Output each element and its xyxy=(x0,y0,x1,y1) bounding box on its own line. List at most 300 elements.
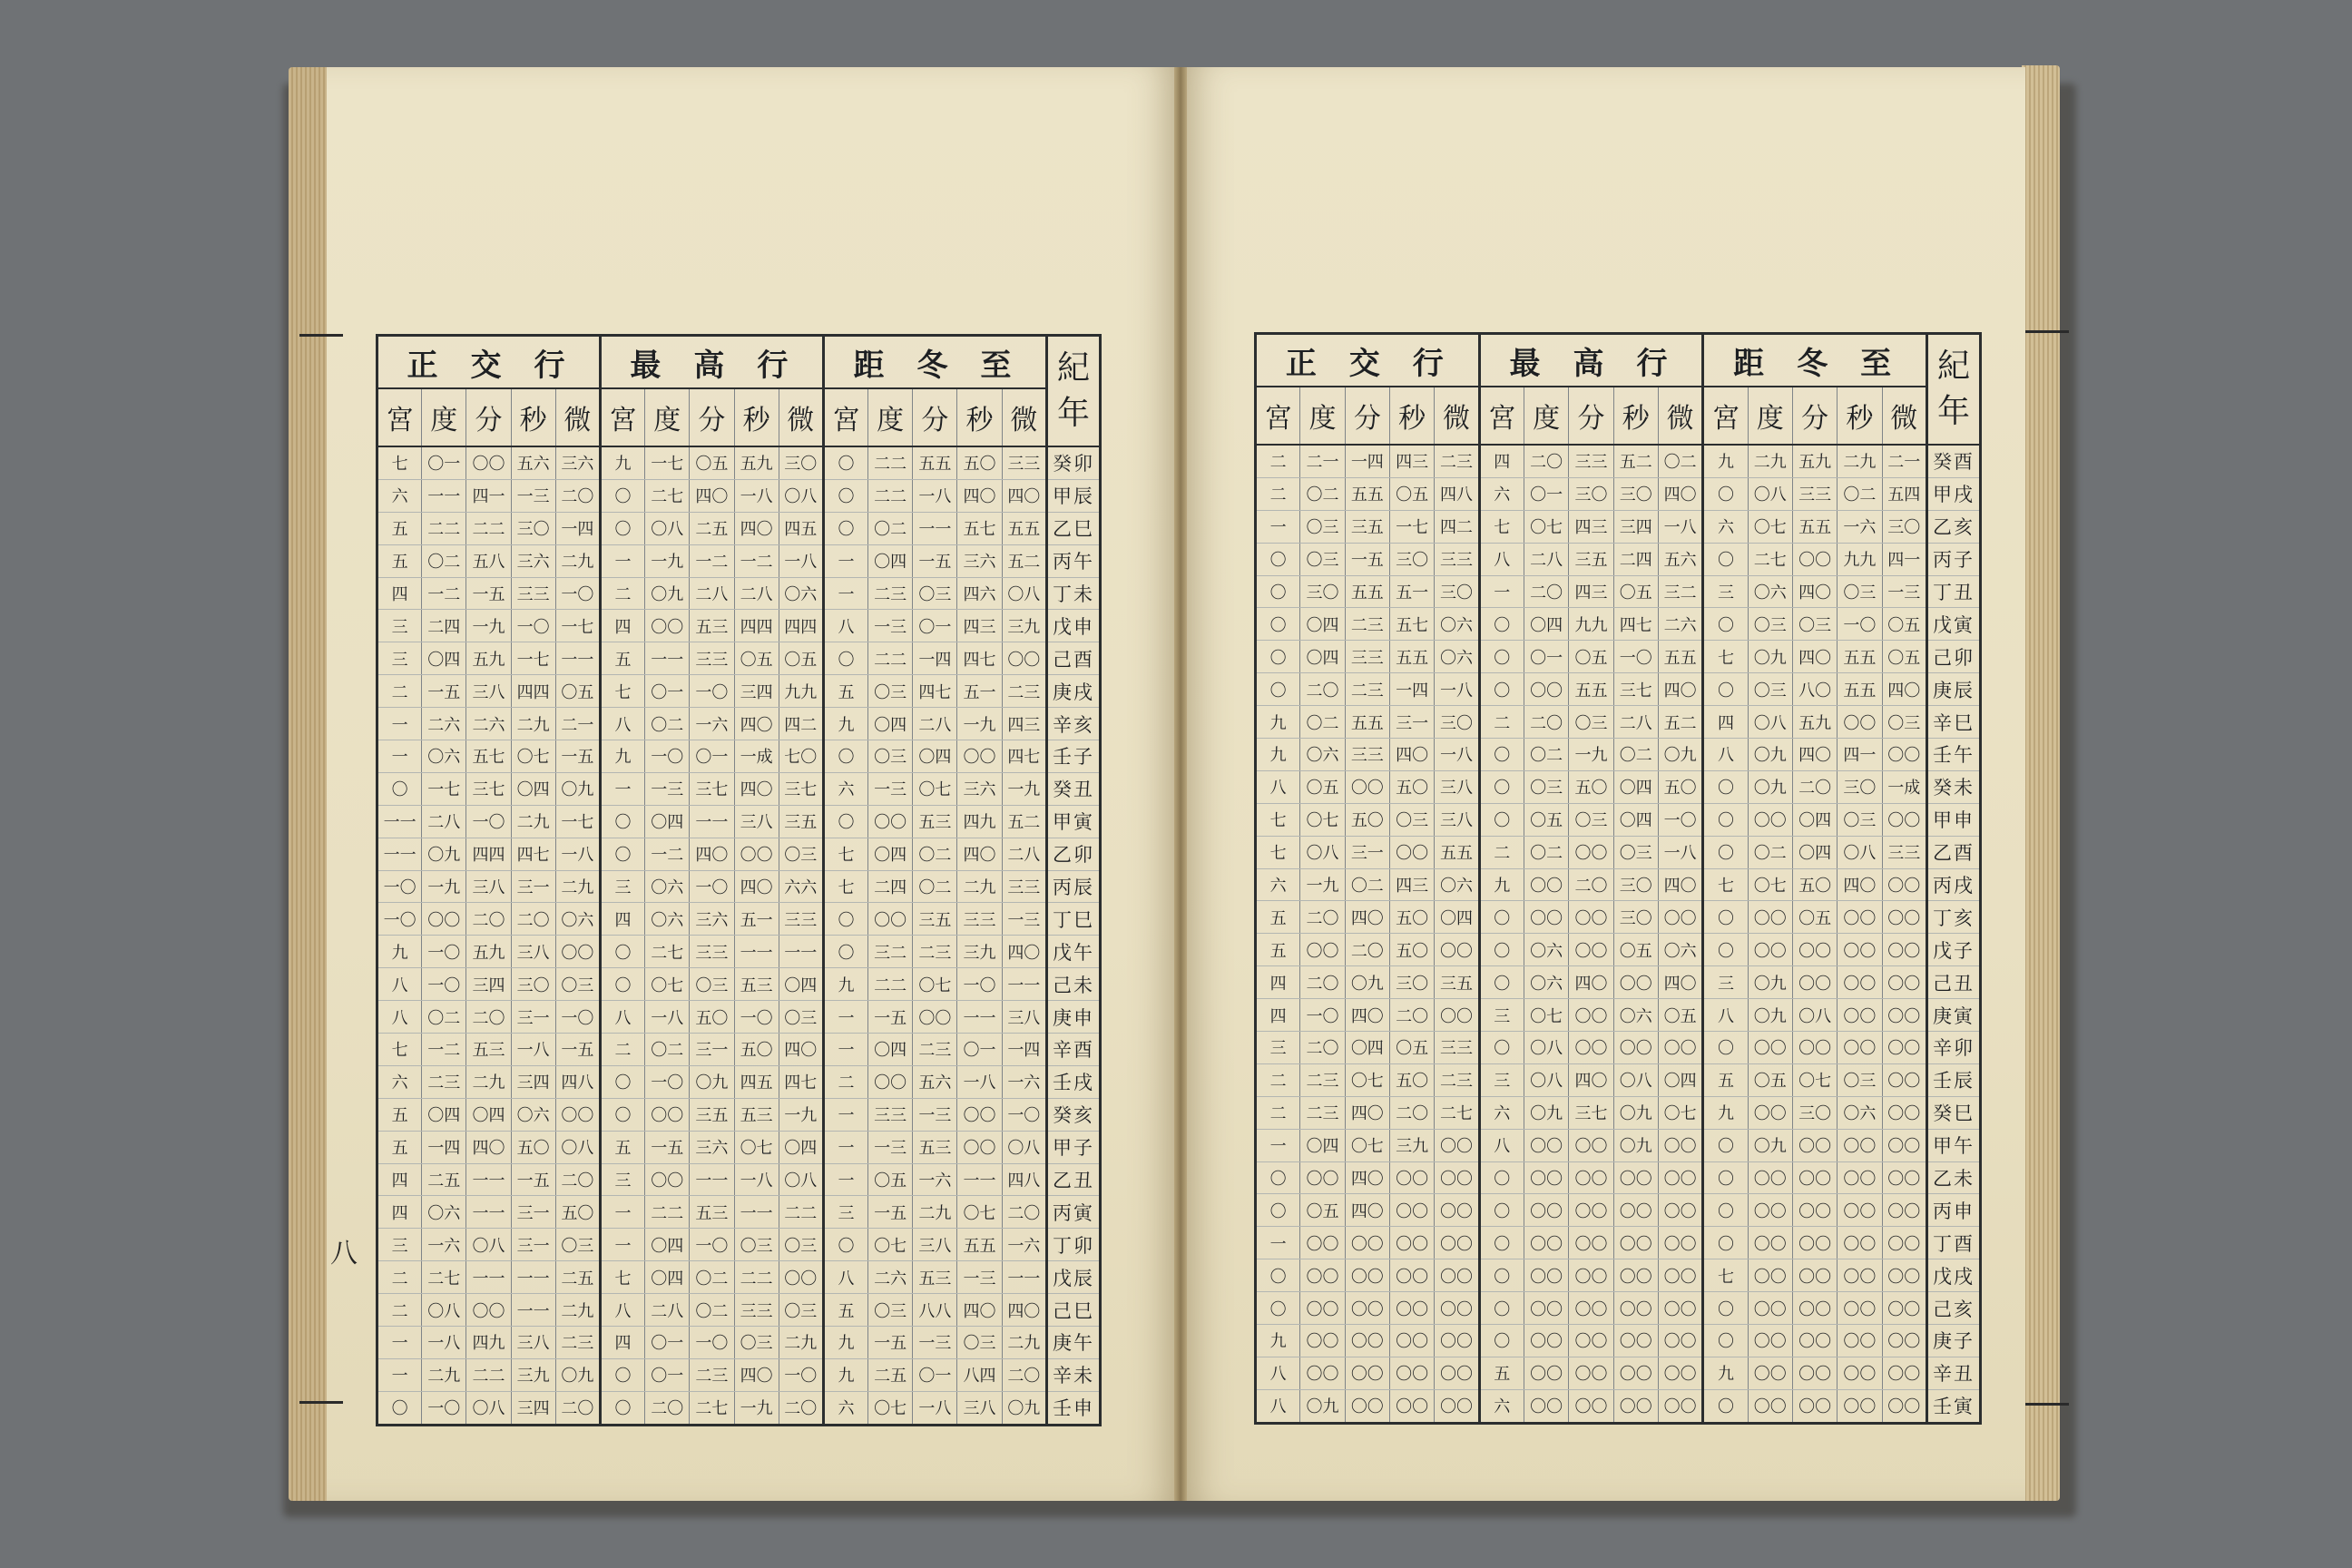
value-cell: 〇〇 xyxy=(1882,1389,1926,1423)
value-cell: 〇 xyxy=(1479,1325,1524,1357)
table-row xyxy=(1256,1032,1981,1064)
value-cell: 一七 xyxy=(555,610,600,642)
value-cell: 九 xyxy=(377,936,422,968)
value-cell: 二六 xyxy=(1658,608,1702,641)
value-cell: 〇二 xyxy=(1345,868,1389,901)
value-cell: 〇〇 xyxy=(1792,966,1837,999)
table-row xyxy=(377,1294,1101,1327)
value-cell: 〇二 xyxy=(1838,477,1882,510)
value-cell: 四八 xyxy=(1435,477,1479,510)
value-cell: 二 xyxy=(1256,477,1300,510)
table-row xyxy=(1256,706,1981,739)
value-cell: 〇 xyxy=(1703,1032,1748,1064)
unit-header: 分 xyxy=(466,388,511,446)
value-cell: 〇二 xyxy=(1748,836,1792,868)
year-cell: 壬申 xyxy=(1047,1391,1101,1425)
value-cell: 四 xyxy=(600,610,644,642)
value-cell: 一八 xyxy=(511,1034,555,1066)
value-cell: 〇〇 xyxy=(1389,1357,1434,1389)
year-cell: 乙巳 xyxy=(1047,512,1101,544)
value-cell: 四〇 xyxy=(1658,868,1702,901)
value-cell: 三一 xyxy=(511,1001,555,1034)
value-cell: 〇〇 xyxy=(1882,1129,1926,1161)
table-row xyxy=(1256,673,1981,706)
value-cell: 四七 xyxy=(779,1065,823,1098)
value-cell: 〇三 xyxy=(1838,575,1882,608)
value-cell: 〇八 xyxy=(1524,1063,1568,1096)
value-cell: 一 xyxy=(600,772,644,805)
value-cell: 〇〇 xyxy=(555,1098,600,1131)
value-cell: 一三 xyxy=(1002,903,1046,936)
unit-header: 分 xyxy=(690,388,734,446)
value-cell: 一 xyxy=(823,544,867,577)
value-cell: 〇七 xyxy=(913,772,957,805)
value-cell: 〇三 xyxy=(913,577,957,610)
value-cell: 〇〇 xyxy=(1300,1227,1345,1259)
value-cell: 〇三 xyxy=(779,1001,823,1034)
year-cell: 壬辰 xyxy=(1927,1063,1981,1096)
value-cell: 五三 xyxy=(734,968,779,1001)
value-cell: 五七 xyxy=(466,740,511,773)
value-cell: 〇 xyxy=(823,805,867,838)
value-cell: 一八 xyxy=(913,479,957,512)
value-cell: 三六 xyxy=(690,1131,734,1163)
value-cell: 〇八 xyxy=(1748,477,1792,510)
value-cell: 五 xyxy=(1256,901,1300,934)
value-cell: 〇〇 xyxy=(1524,1259,1568,1292)
value-cell: 四〇 xyxy=(1345,1194,1389,1227)
table-row xyxy=(1256,608,1981,641)
value-cell: 〇〇 xyxy=(1748,1292,1792,1325)
value-cell: 九 xyxy=(1256,1325,1300,1357)
value-cell: 〇七 xyxy=(511,740,555,773)
value-cell: 三三 xyxy=(690,936,734,968)
value-cell: 〇二 xyxy=(1300,477,1345,510)
value-cell: 二〇 xyxy=(1002,1196,1046,1229)
value-cell: 〇〇 xyxy=(868,805,913,838)
value-cell: 一八 xyxy=(1435,673,1479,706)
year-cell: 辛亥 xyxy=(1047,708,1101,740)
value-cell: 〇六 xyxy=(422,1196,466,1229)
value-cell: 〇七 xyxy=(734,1131,779,1163)
value-cell: 五 xyxy=(600,642,644,675)
value-cell: 〇四 xyxy=(1300,641,1345,673)
value-cell: 〇四 xyxy=(868,838,913,870)
table-row xyxy=(377,1131,1101,1163)
value-cell: 〇〇 xyxy=(1300,1259,1345,1292)
value-cell: 三四 xyxy=(511,1065,555,1098)
right-ephemeris-table xyxy=(1254,332,1982,1425)
value-cell: 三三 xyxy=(511,577,555,610)
value-cell: 〇八 xyxy=(1002,577,1046,610)
table-row xyxy=(1256,1259,1981,1292)
value-cell: 〇四 xyxy=(1300,1129,1345,1161)
value-cell: 三 xyxy=(1479,999,1524,1032)
table-row xyxy=(1256,510,1981,543)
value-cell: 一 xyxy=(823,1098,867,1131)
value-cell: 四〇 xyxy=(734,772,779,805)
value-cell: 二八 xyxy=(690,577,734,610)
value-cell: 四 xyxy=(1256,999,1300,1032)
value-cell: 一六 xyxy=(690,708,734,740)
table-row xyxy=(377,1391,1101,1425)
value-cell: 三七 xyxy=(779,772,823,805)
value-cell: 〇六 xyxy=(1300,739,1345,771)
value-cell: 三四 xyxy=(466,968,511,1001)
value-cell: 〇 xyxy=(1703,477,1748,510)
value-cell: 〇五 xyxy=(1613,934,1658,966)
value-cell: 〇〇 xyxy=(1838,901,1882,934)
value-cell: 一七 xyxy=(645,446,690,479)
value-cell: 一〇 xyxy=(555,1001,600,1034)
value-cell: 四五 xyxy=(734,1065,779,1098)
value-cell: 四七 xyxy=(511,838,555,870)
table-row xyxy=(1256,739,1981,771)
value-cell: 六 xyxy=(1256,868,1300,901)
value-cell: 〇三 xyxy=(1569,706,1613,739)
value-cell: 四一 xyxy=(466,479,511,512)
value-cell: 五〇 xyxy=(690,1001,734,1034)
value-cell: 〇三 xyxy=(555,968,600,1001)
value-cell: 四 xyxy=(377,1196,422,1229)
value-cell: 〇五 xyxy=(690,446,734,479)
year-cell: 辛巳 xyxy=(1927,706,1981,739)
value-cell: 四二 xyxy=(779,708,823,740)
value-cell: 四〇 xyxy=(1658,477,1702,510)
value-cell: 五九 xyxy=(466,936,511,968)
value-cell: 〇六 xyxy=(645,870,690,903)
value-cell: 〇〇 xyxy=(1658,1259,1702,1292)
value-cell: 〇六 xyxy=(1524,934,1568,966)
value-cell: 四〇 xyxy=(1792,641,1837,673)
value-cell: 〇一 xyxy=(645,1327,690,1359)
value-cell: 〇 xyxy=(1256,641,1300,673)
value-cell: 六 xyxy=(823,772,867,805)
value-cell: 〇〇 xyxy=(1792,1194,1837,1227)
value-cell: 〇九 xyxy=(1345,966,1389,999)
value-cell: 〇八 xyxy=(466,1391,511,1425)
value-cell: 〇 xyxy=(1479,803,1524,836)
value-cell: 〇〇 xyxy=(1435,1161,1479,1194)
value-cell: 一 xyxy=(600,544,644,577)
value-cell: 一二 xyxy=(734,544,779,577)
value-cell: 〇五 xyxy=(555,675,600,708)
value-cell: 〇五 xyxy=(1882,608,1926,641)
year-cell: 辛酉 xyxy=(1047,1034,1101,1066)
year-cell: 壬戌 xyxy=(1047,1065,1101,1098)
value-cell: 二九 xyxy=(555,1294,600,1327)
value-cell: 一三 xyxy=(511,479,555,512)
value-cell: 九 xyxy=(823,1327,867,1359)
year-cell: 甲申 xyxy=(1927,803,1981,836)
value-cell: 四三 xyxy=(957,610,1002,642)
value-cell: 〇〇 xyxy=(1345,1389,1389,1423)
value-cell: 六 xyxy=(823,1391,867,1425)
value-cell: 一八 xyxy=(779,544,823,577)
value-cell: 九九 xyxy=(1838,543,1882,575)
value-cell: 二 xyxy=(1256,445,1300,477)
value-cell: 五 xyxy=(1703,1063,1748,1096)
value-cell: 一二 xyxy=(422,577,466,610)
value-cell: 二八 xyxy=(1613,706,1658,739)
column-group-title: 正交行 xyxy=(1256,334,1480,387)
value-cell: 〇八 xyxy=(1792,999,1837,1032)
value-cell: 二〇 xyxy=(511,903,555,936)
value-cell: 〇〇 xyxy=(1658,1032,1702,1064)
value-cell: 〇 xyxy=(600,1358,644,1391)
value-cell: 一九 xyxy=(1002,772,1046,805)
value-cell: 二九 xyxy=(511,805,555,838)
year-cell: 戊辰 xyxy=(1047,1261,1101,1294)
value-cell: 二三 xyxy=(1345,673,1389,706)
value-cell: 五 xyxy=(1479,1357,1524,1389)
value-cell: 〇〇 xyxy=(1792,1259,1837,1292)
value-cell: 五六 xyxy=(1658,543,1702,575)
value-cell: 三〇 xyxy=(1569,477,1613,510)
value-cell: 三一 xyxy=(511,1229,555,1261)
value-cell: 〇七 xyxy=(1345,1063,1389,1096)
table-row xyxy=(377,708,1101,740)
value-cell: 〇一 xyxy=(422,446,466,479)
value-cell: 一四 xyxy=(1389,673,1434,706)
value-cell: 一〇 xyxy=(422,968,466,1001)
value-cell: 〇三 xyxy=(1748,673,1792,706)
value-cell: 三 xyxy=(377,642,422,675)
value-cell: 〇〇 xyxy=(1569,999,1613,1032)
value-cell: 〇 xyxy=(1703,1194,1748,1227)
value-cell: 〇三 xyxy=(1838,1063,1882,1096)
table-row xyxy=(377,1034,1101,1066)
value-cell: 〇九 xyxy=(645,577,690,610)
value-cell: 〇〇 xyxy=(1838,1292,1882,1325)
value-cell: 一〇 xyxy=(555,577,600,610)
table-row xyxy=(1256,1096,1981,1129)
value-cell: 二八 xyxy=(1524,543,1568,575)
value-cell: 〇四 xyxy=(1435,901,1479,934)
value-cell: 一 xyxy=(1256,1129,1300,1161)
value-cell: 四三 xyxy=(1389,868,1434,901)
value-cell: 〇〇 xyxy=(1658,1389,1702,1423)
value-cell: 三七 xyxy=(466,772,511,805)
value-cell: 三三 xyxy=(734,1294,779,1327)
value-cell: 四 xyxy=(377,577,422,610)
value-cell: 一一 xyxy=(957,1163,1002,1196)
value-cell: 三〇 xyxy=(1389,543,1434,575)
value-cell: 〇〇 xyxy=(1882,1259,1926,1292)
value-cell: 二七 xyxy=(690,1391,734,1425)
value-cell: 〇六 xyxy=(645,903,690,936)
value-cell: 〇〇 xyxy=(1613,1227,1658,1259)
value-cell: 〇〇 xyxy=(1300,1325,1345,1357)
value-cell: 〇〇 xyxy=(1838,1194,1882,1227)
value-cell: 〇〇 xyxy=(1345,1357,1389,1389)
value-cell: 九 xyxy=(1479,868,1524,901)
value-cell: 四五 xyxy=(779,512,823,544)
value-cell: 〇三 xyxy=(1524,770,1568,803)
value-cell: 五五 xyxy=(1838,673,1882,706)
value-cell: 一六 xyxy=(913,1163,957,1196)
value-cell: 三 xyxy=(600,870,644,903)
year-cell: 癸巳 xyxy=(1927,1096,1981,1129)
value-cell: 〇〇 xyxy=(1435,1259,1479,1292)
value-cell: 三九 xyxy=(1389,1129,1434,1161)
table-row xyxy=(377,610,1101,642)
value-cell: 〇〇 xyxy=(1300,934,1345,966)
value-cell: 〇〇 xyxy=(1748,934,1792,966)
table-row xyxy=(377,903,1101,936)
value-cell: 一六 xyxy=(1002,1065,1046,1098)
value-cell: 〇三 xyxy=(1300,543,1345,575)
value-cell: 〇〇 xyxy=(1658,1194,1702,1227)
value-cell: 〇〇 xyxy=(1658,1357,1702,1389)
table-row xyxy=(377,870,1101,903)
value-cell: 一三 xyxy=(913,1327,957,1359)
value-cell: 一五 xyxy=(868,1196,913,1229)
value-cell: 〇〇 xyxy=(1569,901,1613,934)
value-cell: 〇〇 xyxy=(1792,1292,1837,1325)
value-cell: 〇〇 xyxy=(913,1001,957,1034)
year-cell: 庚寅 xyxy=(1927,999,1981,1032)
value-cell: 五〇 xyxy=(1792,868,1837,901)
value-cell: 一五 xyxy=(555,1034,600,1066)
value-cell: 〇 xyxy=(823,479,867,512)
value-cell: 二五 xyxy=(690,512,734,544)
value-cell: 三八 xyxy=(511,936,555,968)
value-cell: 四〇 xyxy=(734,708,779,740)
binding-thread-top-right xyxy=(2025,330,2069,333)
value-cell: 〇〇 xyxy=(957,740,1002,773)
value-cell: 〇 xyxy=(1703,901,1748,934)
value-cell: 〇四 xyxy=(868,708,913,740)
value-cell: 二八 xyxy=(913,708,957,740)
value-cell: 〇 xyxy=(377,772,422,805)
value-cell: 八 xyxy=(1256,1357,1300,1389)
value-cell: 三九 xyxy=(1002,610,1046,642)
value-cell: 三五 xyxy=(779,805,823,838)
value-cell: 一三 xyxy=(868,610,913,642)
value-cell: 〇 xyxy=(823,512,867,544)
value-cell: 〇二 xyxy=(422,1001,466,1034)
value-cell: 一四 xyxy=(1002,1034,1046,1066)
value-cell: 〇 xyxy=(1703,1325,1748,1357)
value-cell: 〇〇 xyxy=(1613,1161,1658,1194)
value-cell: 〇〇 xyxy=(1838,1357,1882,1389)
value-cell: 〇五 xyxy=(1882,641,1926,673)
table-row xyxy=(1256,543,1981,575)
value-cell: 三八 xyxy=(957,1391,1002,1425)
value-cell: 〇九 xyxy=(690,1065,734,1098)
value-cell: 一〇 xyxy=(957,968,1002,1001)
table-row xyxy=(377,968,1101,1001)
value-cell: 四〇 xyxy=(1345,999,1389,1032)
value-cell: 三四 xyxy=(1613,510,1658,543)
value-cell: 五一 xyxy=(734,903,779,936)
value-cell: 七 xyxy=(1256,803,1300,836)
value-cell: 一八 xyxy=(645,1001,690,1034)
value-cell: 一〇 xyxy=(1613,641,1658,673)
value-cell: 〇三 xyxy=(779,1294,823,1327)
value-cell: 二六 xyxy=(466,708,511,740)
value-cell: 〇〇 xyxy=(1792,1161,1837,1194)
value-cell: 〇四 xyxy=(1613,770,1658,803)
column-group-title: 距冬至 xyxy=(823,336,1046,389)
value-cell: 〇 xyxy=(1479,934,1524,966)
value-cell: 一五 xyxy=(645,1131,690,1163)
value-cell: 八 xyxy=(823,610,867,642)
value-cell: 〇四 xyxy=(1792,836,1837,868)
year-cell: 甲寅 xyxy=(1047,805,1101,838)
table-row xyxy=(1256,999,1981,1032)
unit-header: 秒 xyxy=(1613,387,1658,445)
value-cell: 一一 xyxy=(422,479,466,512)
value-cell: 四八 xyxy=(555,1065,600,1098)
value-cell: 五五 xyxy=(1389,641,1434,673)
table-row xyxy=(377,1001,1101,1034)
value-cell: 二三 xyxy=(1435,445,1479,477)
value-cell: 一一 xyxy=(511,1261,555,1294)
value-cell: 〇八 xyxy=(779,479,823,512)
value-cell: 四〇 xyxy=(1792,575,1837,608)
value-cell: 〇 xyxy=(1256,575,1300,608)
value-cell: 五二 xyxy=(1002,805,1046,838)
value-cell: 〇 xyxy=(823,446,867,479)
unit-header: 度 xyxy=(1524,387,1568,445)
value-cell: 二八 xyxy=(734,577,779,610)
value-cell: 一〇 xyxy=(1300,999,1345,1032)
value-cell: 二三 xyxy=(1300,1063,1345,1096)
value-cell: 〇 xyxy=(1479,1032,1524,1064)
value-cell: 一〇 xyxy=(422,936,466,968)
value-cell: 二一 xyxy=(1300,445,1345,477)
value-cell: 〇 xyxy=(1703,543,1748,575)
value-cell: 一〇 xyxy=(511,610,555,642)
year-cell: 戊寅 xyxy=(1927,608,1981,641)
table-row xyxy=(377,1163,1101,1196)
value-cell: 五九 xyxy=(1792,445,1837,477)
value-cell: 二〇 xyxy=(555,479,600,512)
value-cell: 二九 xyxy=(555,870,600,903)
value-cell: 四〇 xyxy=(1345,1096,1389,1129)
value-cell: 四七 xyxy=(957,642,1002,675)
year-cell: 丙寅 xyxy=(1047,1196,1101,1229)
value-cell: 九 xyxy=(1703,1357,1748,1389)
value-cell: 〇〇 xyxy=(1613,1357,1658,1389)
table-row xyxy=(377,446,1101,479)
value-cell: 一 xyxy=(377,1358,422,1391)
value-cell: 〇〇 xyxy=(466,1294,511,1327)
year-cell: 己丑 xyxy=(1927,966,1981,999)
value-cell: 〇 xyxy=(600,479,644,512)
value-cell: 〇〇 xyxy=(1389,1389,1434,1423)
value-cell: 二三 xyxy=(913,1034,957,1066)
value-cell: 三一 xyxy=(511,1196,555,1229)
value-cell: 〇 xyxy=(1703,1389,1748,1423)
value-cell: 四四 xyxy=(466,838,511,870)
value-cell: 五五 xyxy=(1002,512,1046,544)
column-group-title: 正交行 xyxy=(377,336,601,389)
value-cell: 〇〇 xyxy=(1658,1161,1702,1194)
value-cell: 一一 xyxy=(1002,968,1046,1001)
value-cell: 〇〇 xyxy=(1882,1063,1926,1096)
value-cell: 五〇 xyxy=(957,446,1002,479)
value-cell: 〇八 xyxy=(1613,1063,1658,1096)
value-cell: 一 xyxy=(377,708,422,740)
year-column-header: 紀年 xyxy=(1927,334,1981,446)
value-cell: 二 xyxy=(377,1294,422,1327)
value-cell: 〇〇 xyxy=(1882,1292,1926,1325)
value-cell: 〇七 xyxy=(1748,510,1792,543)
value-cell: 〇四 xyxy=(645,805,690,838)
